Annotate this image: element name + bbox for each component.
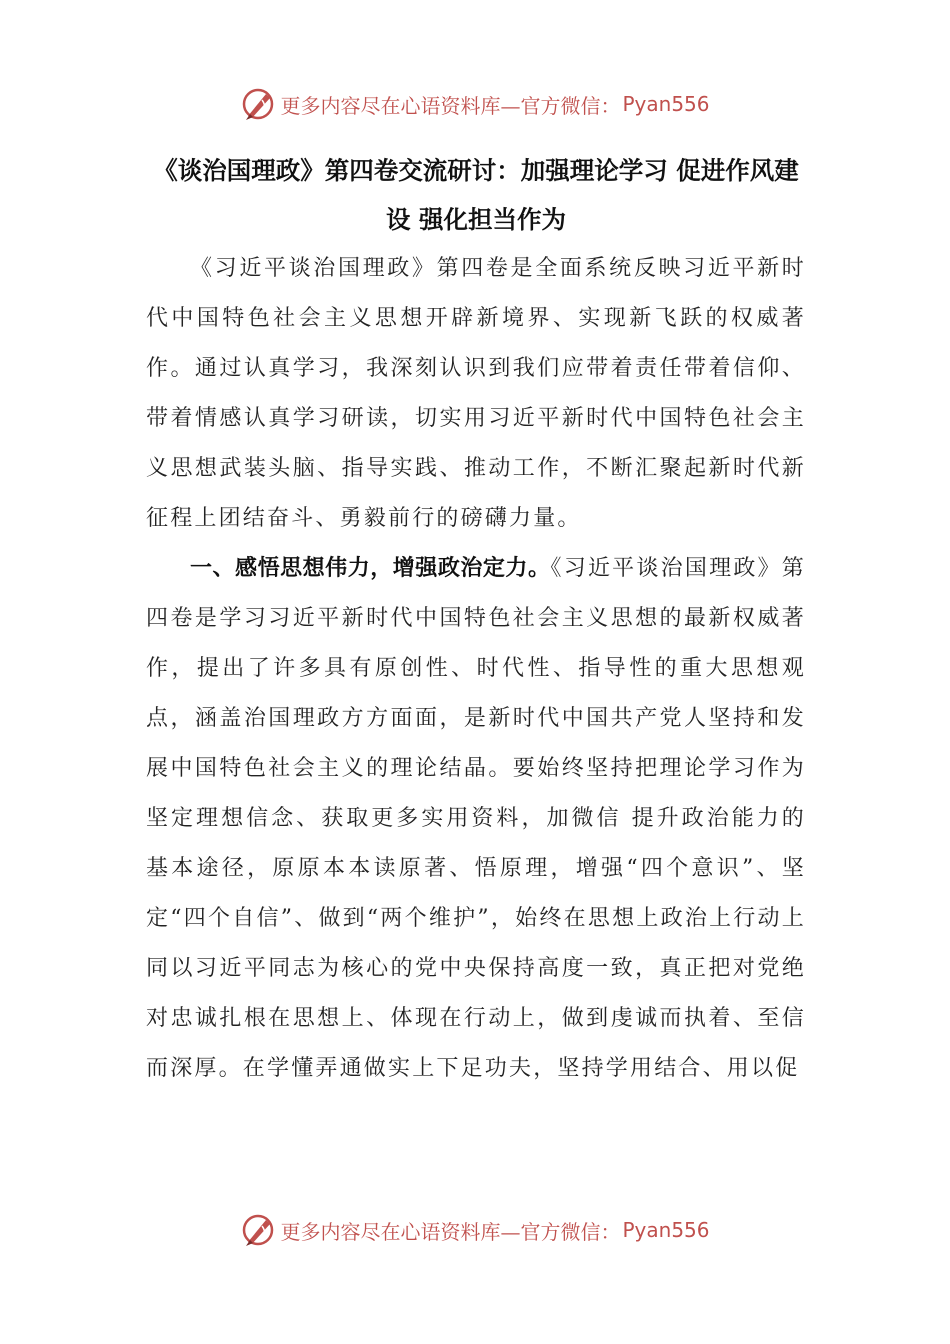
document-body (146, 146, 806, 1094)
header-banner-wechat-id: Pyan556 (622, 92, 710, 116)
paragraph-section-1 (146, 544, 806, 1094)
footer-banner-wechat-id: Pyan556 (622, 1218, 710, 1242)
header-banner-text: 更多内容尽在心语资料库—官方微信： (280, 93, 621, 118)
header-banner (0, 84, 950, 124)
section-1-heading: 一、感悟思想伟力，增强政治定力。 (190, 556, 551, 581)
footer-banner (0, 1210, 950, 1250)
section-1-body: 《习近平谈治国理政》第四卷是学习习近平新时代中国特色社会主义思想的最新权威著作，提出了许多具有原创性、时代性、指导性的重大思想观点，涵盖治国理政方方面面，是新时代中国共产党人坚持和发展中国特色社会主义的理论结晶。要始终坚持把理论学习作为坚定理想信念、获取更多实用资料，加微信 提升政治能力的基本途径，原原本本读原著、悟原理，增强“四个意识”、坚定“四个自信”、做到“两个维护”，始终在思想上政治上行动上同以习近平同志为核心的党中央保持高度一致，真正把对党绝对忠诚扎根在思想上、体现在行动上，做到虔诚而执着、至信而深厚。在学懂弄通做实上下足功夫，坚持学用结合、用以促 (146, 556, 806, 1081)
pen-logo-icon (240, 1212, 276, 1248)
footer-banner-text: 更多内容尽在心语资料库—官方微信： (280, 1219, 621, 1244)
paragraph-intro: 《习近平谈治国理政》第四卷是全面系统反映习近平新时代中国特色社会主义思想开辟新境界、实现新飞跃的权威著作。通过认真学习，我深刻认识到我们应带着责任带着信仰、带着情感认真学习研读，切实用习近平新时代中国特色社会主义思想武装头脑、指导实践、推动工作，不断汇聚起新时代新征程上团结奋斗、勇毅前行的磅礴力量。 (146, 256, 806, 531)
pen-logo-icon (240, 86, 276, 122)
document-title: 《谈治国理政》第四卷交流研讨：加强理论学习 促进作风建设 强化担当作为 (153, 156, 799, 234)
